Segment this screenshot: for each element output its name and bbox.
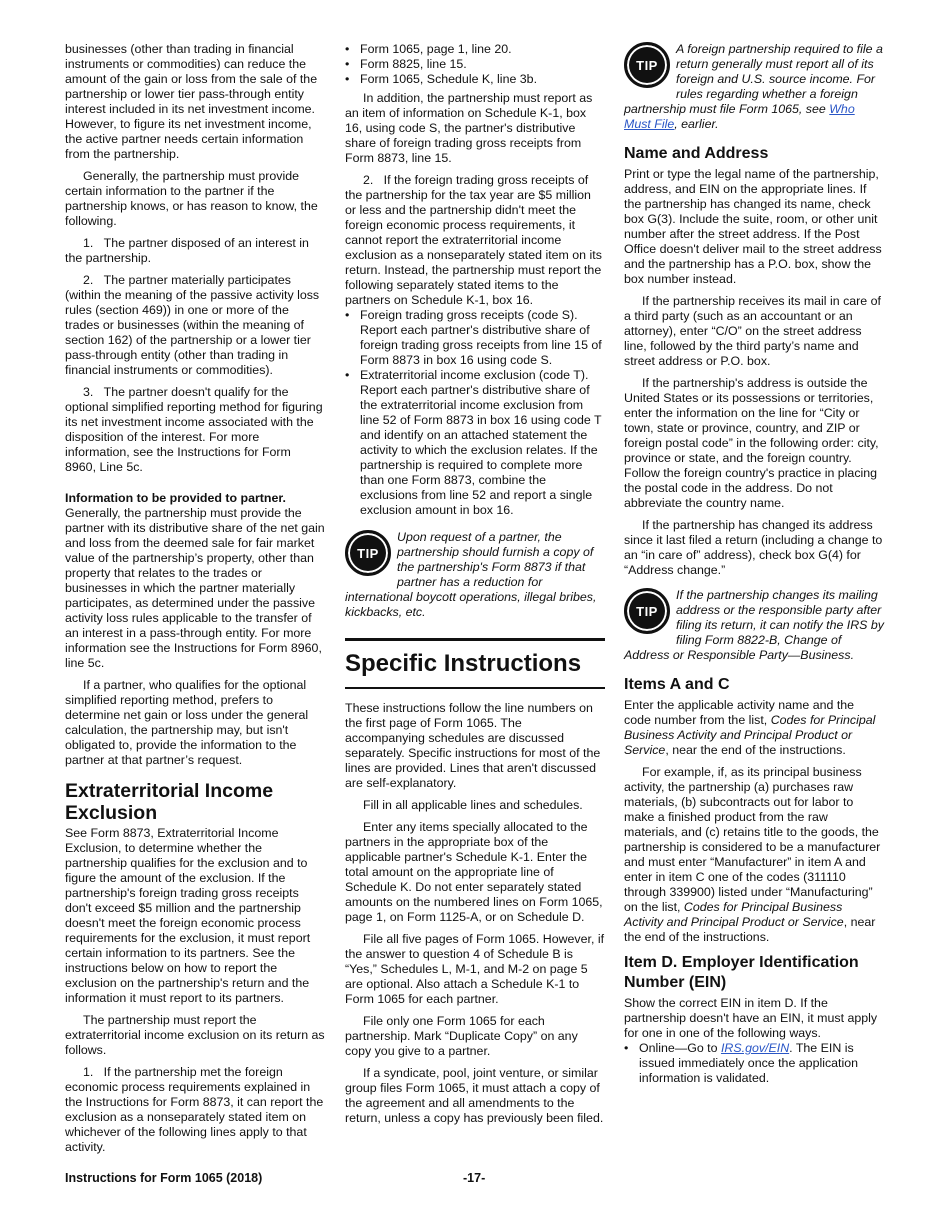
numbered-item: 3. The partner doesn't qualify for the optional simplified reporting method for figuring its net investment income associated with the disposition of the interest. For more information, see the Instructions for Form 8960, Line 5c. [65,385,323,474]
bullet-item: • Online—Go to IRS.gov/EIN. The EIN is issued immediately once the application information is validated. [624,1041,884,1086]
bullet-item: • Form 1065, Schedule K, line 3b. [345,72,605,87]
paragraph: Enter the applicable activity name and the code number from the list, Codes for Principal Business Activity and Principal Product or Service, near the end of the instructions. [624,698,876,757]
section-heading-extraterritorial: Extraterritorial Income Exclusion [65,780,274,824]
page-number: -17- [463,1171,486,1185]
column-middle [345,42,605,1133]
paragraph: Enter any items specially allocated to the partners in the appropriate box of the applicable partner's Schedule K-1. Enter the total amount on the appropriate line of Schedule K. Do not enter separately stated amounts on the numbered lines on Form 1065, page 1, on Form 1125-A, or on Schedule D. [345,820,603,924]
section-title-specific-instructions: Specific Instructions [345,650,582,677]
section-heading-ein: Item D. Employer Identification Number (EIN) [624,954,859,991]
run-in-heading: Information to be provided to partner. [65,491,286,505]
paragraph-info-to-partner [65,491,325,671]
paragraph: Print or type the legal name of the partnership, address, and EIN on the appropriate lines. If the partnership has changed its name, check box G(3). Include the suite, room, or other unit number after the street address. If the Post Office doesn't deliver mail to the street address and the partnership has a P.O. box, show the box number instead. [624,167,882,286]
tip-icon: TIP [624,42,670,88]
paragraph: If a partner, who qualifies for the optional simplified reporting method, prefers to determine net gain or loss under the general calculation, the partnership may, but isn't obligated to, provide the information to the partner at that partner’s request. [65,678,309,767]
bullet-item: • Extraterritorial income exclusion (code T). Report each partner's distributive share of the extraterritorial income exclusion from line 52 of Form 8873 in box 16 using code T and identify on an attached statement the activity to which the exclusion relates. If the partnership is required to complete more than one Form 8873, combine the exclusions from line 52 and report a single exclusion amount in box 16. [345,368,605,518]
column-left [65,42,325,1162]
paragraph: File all five pages of Form 1065. However, if the answer to question 4 of Schedule B is “Yes,” Schedules L, M-1, and M-2 on page 5 are optional. Also attach a Schedule K-1 to Form 1065 for each partner. [345,932,605,1006]
bullet-item: • Form 1065, page 1, line 20. [345,42,605,57]
divider [345,638,605,641]
tip-box [624,42,884,132]
paragraph: For example, if, as its principal business activity, the partnership (a) purchases raw materials, (b) subcontracts out for labor to make a finished product from the raw materials, and (c) retains title to the goods, the partnership is considered to be a manufacturer and must enter “Manufacturer” in item A and enter in item C one of the codes (311110 through 339900) listed under “Manufacturing” on the list, Codes for Principal Business Activity and Principal Product or Service, near the end of the instructions. [624,765,881,944]
who-must-file-link[interactable]: Who Must File [624,102,855,131]
tip-text: A foreign partnership required to file a return generally must report all of its foreign and U.S. source income. For rules regarding whether a foreign partnership must file Form 1065, see [624,42,883,116]
paragraph: If the partnership's address is outside the United States or its possessions or territories, enter the information on the line for “City or town, state or province, country, and ZIP or foreign postal code” in the following order: city, province or state, and the foreign country. Follow the foreign country's practice in placing the postal code in the address. Do not abbreviate the country name. [624,376,879,510]
paragraph: The partnership must report the extraterritorial income exclusion on its return as follows. [65,1013,325,1057]
numbered-item: 2. The partner materially participates (within the meaning of the passive activity loss rules (section 469)) in one or more of the trades or businesses (within the meaning of section 162) of the partnership or a lower tier pass-through entity (other than trading in financial instruments or commodities). [65,273,320,377]
divider [345,687,605,689]
tip-box [345,530,605,620]
numbered-item: 1. The partner disposed of an interest in the partnership. [65,236,309,265]
irs-ein-link[interactable]: IRS.gov/EIN [720,1041,790,1055]
section-heading-name-address: Name and Address [624,145,769,162]
numbered-item: 2. If the foreign trading gross receipts of the partnership for the tax year are $5 million or less and the partnership didn't meet the foreign economic process requirements, it cannot report the extraterritorial income exclusion as a nonseparately stated item on its return. Instead, the partnership must report the following separately stated items to the partners on Schedule K-1, box 16. [345,173,602,307]
paragraph: If the partnership receives its mail in care of a third party (such as an accountant or an attorney), enter “C/O” on the street address line, followed by the third party’s name and street address or P.O. box. [624,294,881,368]
paragraph: Fill in all applicable lines and schedules. [363,798,583,812]
paragraph: If the partnership has changed its address since it last filed a return (including a change to an “in care of” address), check box G(4) for “Address change.” [624,518,883,577]
column-right [624,42,884,1086]
paragraph: Generally, the partnership must provide certain information to the partner if the partnership knows, or has reason to know, the following. [65,169,318,228]
paragraph: See Form 8873, Extraterritorial Income Exclusion, to determine whether the partnership qualifies for the exclusion and to figure the amount of the exclusion. If the partnership's foreign trading gross receipts don't exceed $5 million and the partnership doesn't meet the foreign economic process requirements for the exclusion, it must report certain information to its partners. See the instructions below on how to report the exclusion on the partnership's return and the information it must report to its partners. [65,826,311,1005]
numbered-item: 1. If the partnership met the foreign economic process requirements explained in the Instructions for Form 8873, it can report the exclusion as a nonseparately stated item on whichever of the following lines apply to that activity. [65,1065,324,1154]
bullet-item: • Foreign trading gross receipts (code S). Report each partner's distributive share of foreign trading gross receipts from line 15 of Form 8873 in box 16 using code S. [345,308,605,368]
tip-icon: TIP [345,530,391,576]
bullet-item: • Form 8825, line 15. [345,57,605,72]
footer-form-title: Instructions for Form 1065 (2018) [65,1171,263,1185]
paragraph: Show the correct EIN in item D. If the partnership doesn't have an EIN, it must apply for one in one of the following ways. [624,996,878,1040]
paragraph: In addition, the partnership must report as an item of information on Schedule K-1, box 16, using code S, the partner's distributive share of foreign trading gross receipts from Form 8873, line 15. [345,91,593,165]
paragraph-text: Generally, the partnership must provide the partner with its distributive share of the net gain and loss from the deemed sale for fair market value of the partnership’s property, other than property that relates to the trades or businesses in which the partner materially participates, as determined under the passive activity loss rules applicable to the transfer of an interest in a pass-through entity. For more information see the Instructions for Form 8960, line 5c. [65,506,325,670]
tip-text-end: , earlier. [674,117,719,131]
tip-text: If the partnership changes its mailing address or the responsible party after filing its return, it can notify the IRS by filing Form 8822-B, Change of Address or Responsible Party—Business. [624,588,884,662]
paragraph: If a syndicate, pool, joint venture, or similar group files Form 1065, it must attach a copy of the agreement and all amendments to the return, unless a copy has previously been filed. [345,1066,604,1125]
section-heading-items-a-c: Items A and C [624,676,730,693]
paragraph: These instructions follow the line numbers on the first page of Form 1065. The accompanying schedules are discussed separately. Specific instructions for most of the lines are provided. Lines that aren't discussed are self-explanatory. [345,701,601,790]
paragraph: businesses (other than trading in financial instruments or commodities) can reduce the amount of the gain or loss from the sale of the partnership or lower tier pass-through entity interest included in its net investment income. However, to figure its net investment income, the active partner needs certain information from the partnership. [65,42,318,161]
page-footer [65,1171,885,1187]
paragraph: File only one Form 1065 for each partnership. Mark “Duplicate Copy” on any copy you give to a partner. [345,1014,578,1058]
tip-icon: TIP [624,588,670,634]
tip-box [624,588,884,663]
tip-text: Upon request of a partner, the partnership should furnish a copy of the partnership's Form 8873 if that partner has a reduction for international boycott operations, illegal bribes, kickbacks, etc. [345,530,597,619]
